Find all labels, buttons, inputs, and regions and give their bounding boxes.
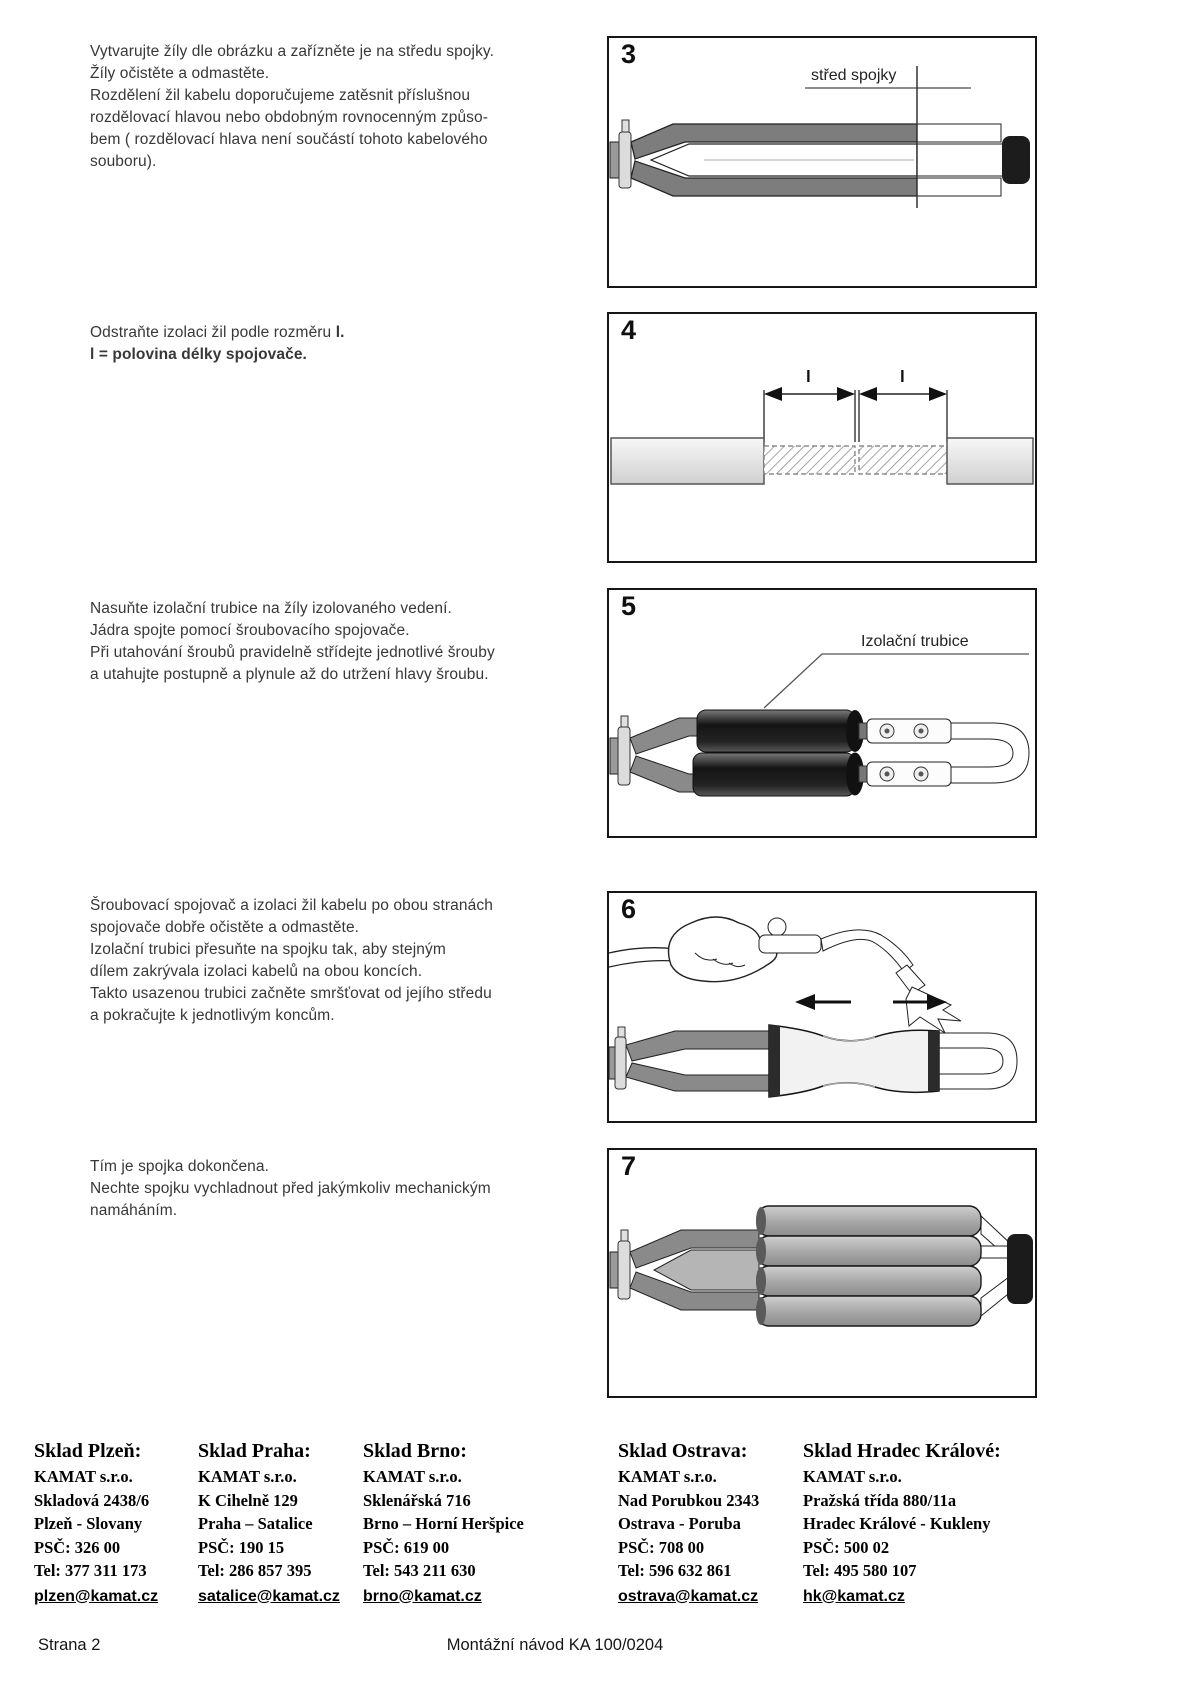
company-name: KAMAT s.r.o. xyxy=(803,1467,902,1486)
postal-code: PSČ: 619 00 xyxy=(363,1537,450,1557)
warehouse-title: Sklad Brno: xyxy=(363,1440,467,1462)
instruction-line: Nechte spojku vychladnout před jakýmkoliv mechanickým xyxy=(90,1180,491,1197)
figure-box-3 xyxy=(607,36,1037,288)
email-link[interactable]: brno@kamat.cz xyxy=(363,1587,482,1605)
instruction-step-4 xyxy=(90,322,578,366)
instruction-line: Rozdělení žil kabelu doporučujeme zatěsnit příslušnou xyxy=(90,87,471,104)
instruction-line: Odstraňte izolaci žil podle rozměru l. xyxy=(90,324,345,341)
instruction-line: bem ( rozdělovací hlava není součástí tohoto kabelového xyxy=(90,131,488,148)
postal-code: PSČ: 708 00 xyxy=(618,1537,705,1557)
phone-number: Tel: 596 632 861 xyxy=(618,1561,732,1580)
contact-plzen xyxy=(34,1438,158,1608)
email-link[interactable]: ostrava@kamat.cz xyxy=(618,1587,759,1605)
warehouse-title: Sklad Plzeň: xyxy=(34,1440,142,1462)
figure-number: 5 xyxy=(621,591,637,621)
warehouse-title: Sklad Ostrava: xyxy=(618,1440,748,1462)
instruction-step-3 xyxy=(90,41,578,173)
city: Praha – Satalice xyxy=(198,1514,313,1533)
company-name: KAMAT s.r.o. xyxy=(198,1467,297,1486)
figure-box-6 xyxy=(607,891,1037,1123)
figure-label: střed spojky xyxy=(811,67,897,84)
instruction-line: Jádra spojte pomocí šroubovacího spojovače. xyxy=(90,622,410,639)
instruction-line: Tím je spojka dokončena. xyxy=(90,1158,270,1175)
instruction-line: Žíly očistěte a odmastěte. xyxy=(90,65,270,82)
email-link[interactable]: hk@kamat.cz xyxy=(803,1587,905,1605)
street-address: Nad Porubkou 2343 xyxy=(618,1490,760,1510)
instruction-step-6 xyxy=(90,895,578,1027)
street-address: Sklenářská 716 xyxy=(363,1490,471,1510)
instruction-line: a utahujte postupně a plynule až do utržení hlavy šroubu. xyxy=(90,666,489,683)
instruction-line: Šroubovací spojovač a izolaci žil kabelu po obou stranách xyxy=(90,897,493,914)
insulation-tubes-illustration xyxy=(609,590,1035,836)
city: Plzeň - Slovany xyxy=(34,1514,143,1533)
cable-centering-illustration xyxy=(609,38,1035,286)
instruction-line: Nasuňte izolační trubice na žíly izolovaného vedení. xyxy=(90,600,452,617)
instruction-line: l = polovina délky spojovače. xyxy=(90,346,307,363)
email-link[interactable]: satalice@kamat.cz xyxy=(198,1587,340,1605)
instruction-line: Vytvarujte žíly dle obrázku a zařízněte je na středu spojky. xyxy=(90,43,495,60)
dimension-label: l xyxy=(900,367,905,386)
city: Ostrava - Poruba xyxy=(618,1514,741,1533)
company-name: KAMAT s.r.o. xyxy=(34,1467,133,1486)
phone-number: Tel: 377 311 173 xyxy=(34,1561,147,1580)
figure-number: 3 xyxy=(621,39,637,69)
finished-joint-illustration xyxy=(609,1150,1035,1396)
figure-box-5 xyxy=(607,588,1037,838)
dimension-symbol: l. xyxy=(335,324,345,341)
instruction-line: souboru). xyxy=(90,153,157,170)
city: Brno – Horní Heršpice xyxy=(363,1514,524,1533)
instruction-step-5 xyxy=(90,598,578,686)
instruction-line: Takto usazenou trubici začněte smršťovat od jejího středu xyxy=(90,985,492,1002)
street-address: Pražská třída 880/11a xyxy=(803,1490,957,1510)
contact-praha xyxy=(198,1438,340,1608)
contact-brno xyxy=(363,1438,524,1608)
warehouse-title: Sklad Hradec Králové: xyxy=(803,1440,1001,1462)
city: Hradec Králové - Kukleny xyxy=(803,1514,991,1533)
warehouse-title: Sklad Praha: xyxy=(198,1440,311,1462)
postal-code: PSČ: 190 15 xyxy=(198,1537,285,1557)
contact-hradec-kralove xyxy=(803,1438,1001,1608)
contact-ostrava xyxy=(618,1438,759,1608)
company-name: KAMAT s.r.o. xyxy=(618,1467,717,1486)
dimension-label: l xyxy=(806,367,811,386)
instruction-line: rozdělovací hlavou nebo obdobným rovnocenným způso- xyxy=(90,109,489,126)
instruction-line: a pokračujte k jednotlivým koncům. xyxy=(90,1007,335,1024)
figure-box-4 xyxy=(607,312,1037,563)
phone-number: Tel: 286 857 395 xyxy=(198,1561,312,1580)
postal-code: PSČ: 500 02 xyxy=(803,1537,890,1557)
instruction-line: namáháním. xyxy=(90,1202,178,1219)
instruction-line: spojovače dobře očistěte a odmastěte. xyxy=(90,919,360,936)
postal-code: PSČ: 326 00 xyxy=(34,1537,121,1557)
page-number: Strana 2 xyxy=(38,1636,101,1654)
instruction-line: Izolační trubici přesuňte na spojku tak, aby stejným xyxy=(90,941,446,958)
heat-shrink-torch-illustration xyxy=(609,893,1035,1121)
figure-label: Izolační trubice xyxy=(861,633,969,650)
street-address: K Cihelně 129 xyxy=(198,1490,298,1510)
instruction-line: dílem zakrývala izolaci kabelů na obou koncích. xyxy=(90,963,423,980)
instruction-line: Při utahování šroubů pravidelně střídejte jednotlivé šrouby xyxy=(90,644,495,661)
street-address: Skladová 2438/6 xyxy=(34,1490,150,1510)
figure-number: 4 xyxy=(621,315,637,345)
phone-number: Tel: 495 580 107 xyxy=(803,1561,917,1580)
strip-length-illustration xyxy=(609,314,1035,561)
figure-box-7 xyxy=(607,1148,1037,1398)
email-link[interactable]: plzen@kamat.cz xyxy=(34,1587,159,1605)
document-title-footer: Montážní návod KA 100/0204 xyxy=(446,1636,664,1654)
phone-number: Tel: 543 211 630 xyxy=(363,1561,476,1580)
figure-number: 7 xyxy=(621,1151,637,1181)
instruction-step-7 xyxy=(90,1156,578,1222)
figure-number: 6 xyxy=(621,894,637,924)
company-name: KAMAT s.r.o. xyxy=(363,1467,462,1486)
